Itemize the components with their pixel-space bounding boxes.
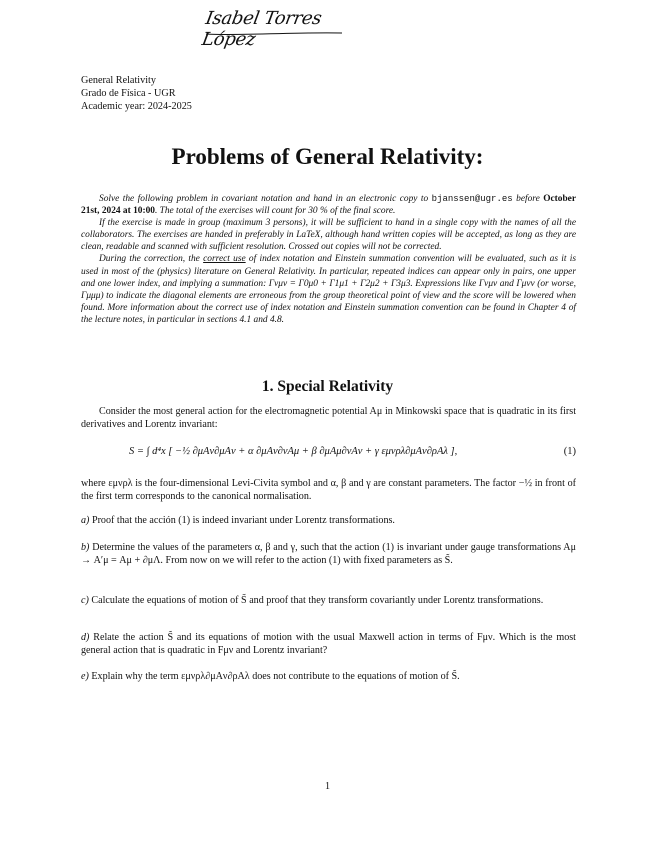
handwritten-signature [200,6,350,50]
course-name: General Relativity [81,75,156,86]
instructions-paragraph-1: Solve the following problem in covariant notation and hand in an electronic copy to bjanssen@ugr.es before October 21st, 2024 at 10:00. The total of the exercises will count for 30 % of the final score. [81,194,577,217]
course-info [81,74,192,113]
underlined-phrase: correct use [203,254,246,265]
problem-item-a: a) Proof that the acción (1) is indeed invariant under Lorentz transformations. [81,515,395,526]
page-number: 1 [324,781,331,792]
degree-name: Grado de Física - UGR [81,88,176,99]
action-equation [81,442,576,466]
equation-explanation: where εμνρλ is the four-dimensional Levi-Civita symbol and α, β and γ are constant parameters. The factor −½ in front of the first term corresponds to the canonical normalisation. [81,478,576,502]
problem-item-e: e) Explain why the term εμνρλ∂μAν∂ρAλ does not contribute to the equations of motion of S̃. [81,671,460,682]
signature-text: Isabel Torres López [200,8,324,50]
contact-email: bjanssen@ugr.es [431,194,513,204]
section-title: 1. Special Relativity [261,378,394,395]
problem-intro: Consider the most general action for the electromagnetic potential Aμ in Minkowski space that is quadratic in its first derivatives and Lorentz invariant: [81,406,576,430]
problem-item-d: d) Relate the action S̃ and its equations of motion with the usual Maxwell action in terms of Fμν. Which is the most general action that is quadratic in Fμν and Lorentz invariant? [81,632,576,656]
instructions-paragraph-3: During the correction, the correct use of index notation and Einstein summation convention will be evaluated, such as it is used in most of the (physics) literature on General Relativity. In particular, repeated indices can appear only in pairs, one upper and one lower index, and implying a summation: Γνμν = Γ0μ0 + Γ1μ1 + Γ2μ2 + Γ3μ3. Expressions like Γνμν and Γμνν (or worse, Γμμμ) to indicate the diagonal elements are erroneous from the group theoretical point of view and the score will be lowered when found. More information about the correct use of index notation and Einstein summation convention can be found in Chapter 4 of the lecture notes, in particular in sections 4.1 and 4.8. [81,254,577,325]
signature-underline [200,6,350,40]
deadline: October 21st, 2024 at 10:00 [81,194,577,217]
equation-number: (1) [563,446,576,457]
academic-year: Academic year: 2024-2025 [81,101,192,112]
page-title: Problems of General Relativity: [171,144,484,169]
equation-body: S = ∫ d⁴x [ −½ ∂μAν∂μAν + α ∂μAν∂νAμ + β ∂μAμ∂νAν + γ εμνρλ∂μAν∂ρAλ ], [129,446,458,457]
problem-item-b: b) Determine the values of the parameters α, β and γ, such that the action (1) is invariant under gauge transformations Aμ → A′μ = Aμ + ∂μΛ. From now on we will refer to the action (1) with fixed parameters as S̃. [81,542,577,566]
problem-item-c: c) Calculate the equations of motion of S̃ and proof that they transform covariantly under Lorentz transformations. [81,595,544,606]
instructions-paragraph-2: If the exercise is made in group (maximum 3 persons), it will be sufficient to hand in a single copy with the names of all the collaborators. The exercises are handed in preferably in LaTeX, although hand written copies will be accepted, as long as they are clean, readable and scanned with sufficient resolution. Crossed out copies will not be corrected. [81,218,576,253]
instructions [81,193,576,326]
